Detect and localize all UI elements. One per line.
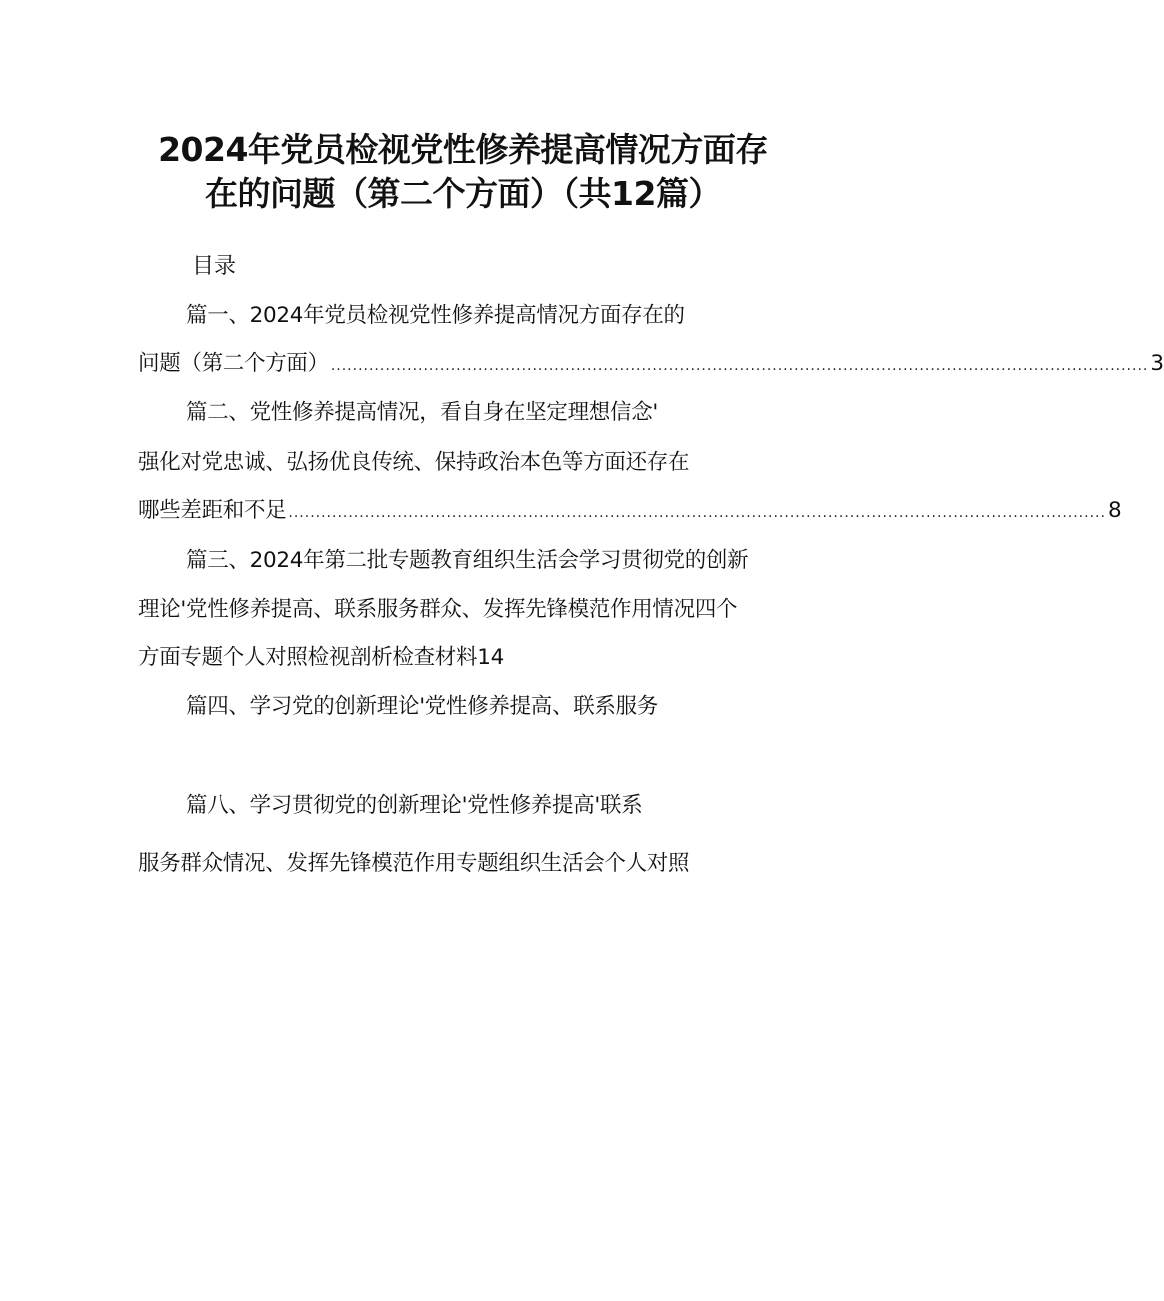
toc-entry-1-page-number: 3 <box>1150 351 1164 376</box>
toc-entry-2-line-2[interactable]: 强化对党忠诚、弘扬优良传统、保持政治本色等方面还存在 <box>138 450 690 475</box>
toc-entry-8-line-1[interactable]: 篇八、学习贯彻党的创新理论'党性修养提高'联系 <box>186 793 643 818</box>
toc-entry-2-last-line[interactable] <box>138 496 1122 528</box>
toc-entry-3-line-1[interactable]: 篇三、2024年第二批专题教育组织生活会学习贯彻党的创新 <box>186 548 749 573</box>
toc-entry-2-page-number: 8 <box>1107 498 1122 523</box>
toc-entry-2-line-1[interactable]: 篇二、党性修养提高情况，看自身在坚定理想信念' <box>186 400 659 425</box>
toc-entry-3-line-2[interactable]: 理论'党性修养提高、联系服务群众、发挥先锋模范作用情况四个 <box>138 597 738 622</box>
toc-entry-1-last-line[interactable] <box>138 349 1164 381</box>
document-title-line-2: 在的问题（第二个方面）（共12篇） <box>205 174 721 213</box>
toc-entry-8-line-2[interactable]: 服务群众情况、发挥先锋模范作用专题组织生活会个人对照 <box>138 851 690 876</box>
toc-entry-4-line-1[interactable]: 篇四、学习党的创新理论'党性修养提高、联系服务 <box>186 694 659 719</box>
toc-heading: 目录 <box>192 254 237 279</box>
document-title-line-1: 2024年党员检视党性修养提高情况方面存 <box>158 130 768 169</box>
toc-entry-1-text: 问题（第二个方面） <box>138 351 329 376</box>
toc-leader-dots: ...................................................................................................................................................... <box>288 505 1106 521</box>
toc-entry-1-line-1[interactable]: 篇一、2024年党员检视党性修养提高情况方面存在的 <box>186 303 685 328</box>
toc-entry-2-text: 哪些差距和不足 <box>138 498 287 523</box>
toc-entry-3-line-3[interactable]: 方面专题个人对照检视剖析检查材料14 <box>138 645 504 670</box>
toc-leader-dots: ...................................................................................................................................................... <box>330 358 1149 374</box>
